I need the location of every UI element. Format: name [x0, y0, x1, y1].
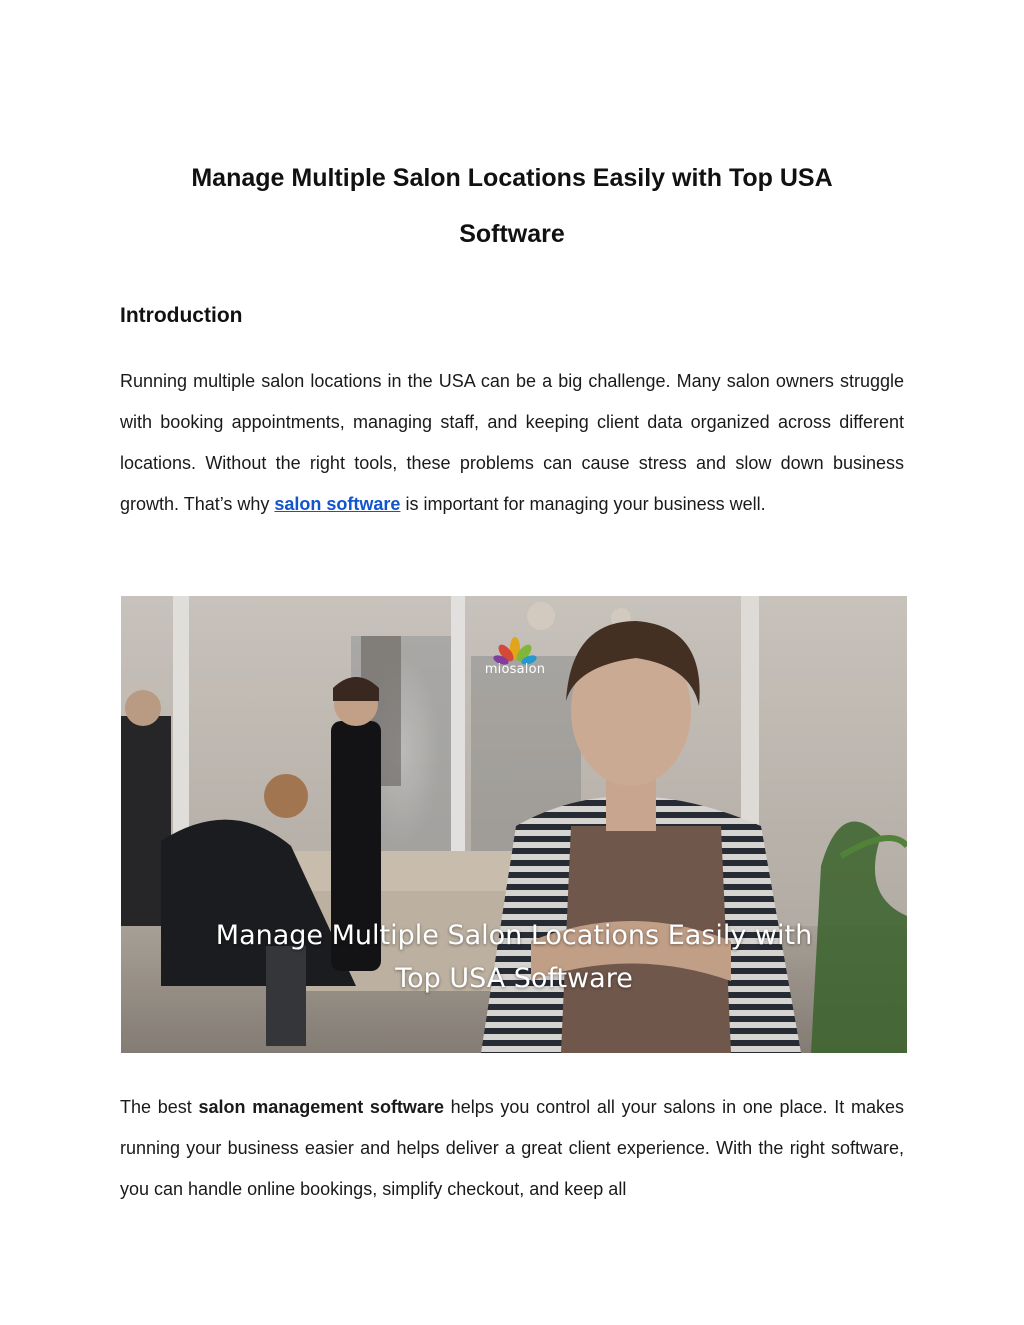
hero-caption-line-1: Manage Multiple Salon Locations Easily with: [215, 920, 813, 951]
body-text-1: The best: [120, 1097, 199, 1117]
body-bold-text: salon management software: [198, 1097, 444, 1117]
intro-text-1: Running multiple salon locations in the USA can be a big challenge. Many salon owners struggle with booking appointments, managing staff, and keeping client data organized across different locations. Without the right tools, these problems can cause stress and slow down business growth. That’s why: [120, 371, 904, 514]
page-title: [120, 150, 904, 262]
title-line-2: Software: [459, 220, 565, 248]
brand-name: miosalon: [484, 662, 546, 677]
title-line-1: Manage Multiple Salon Locations Easily with Top USA: [191, 164, 833, 192]
miosalon-logo: [473, 640, 557, 677]
body-paragraph: [120, 1087, 904, 1210]
section-heading: Introduction: [120, 304, 243, 327]
salon-software-link[interactable]: salon software: [274, 494, 401, 514]
intro-text-2: is important for managing your business well.: [400, 494, 766, 514]
hero-caption-line-2: Top USA Software: [395, 963, 633, 994]
body-text-2: helps you control all your salons in one place. It makes running your business easier and helps deliver a great client experience. With the right software, you can handle online bookings, simplify checkout, and keep all: [120, 1097, 904, 1199]
hero-image: [121, 596, 907, 1053]
intro-paragraph: [120, 361, 904, 525]
hero-caption: [121, 914, 907, 1000]
